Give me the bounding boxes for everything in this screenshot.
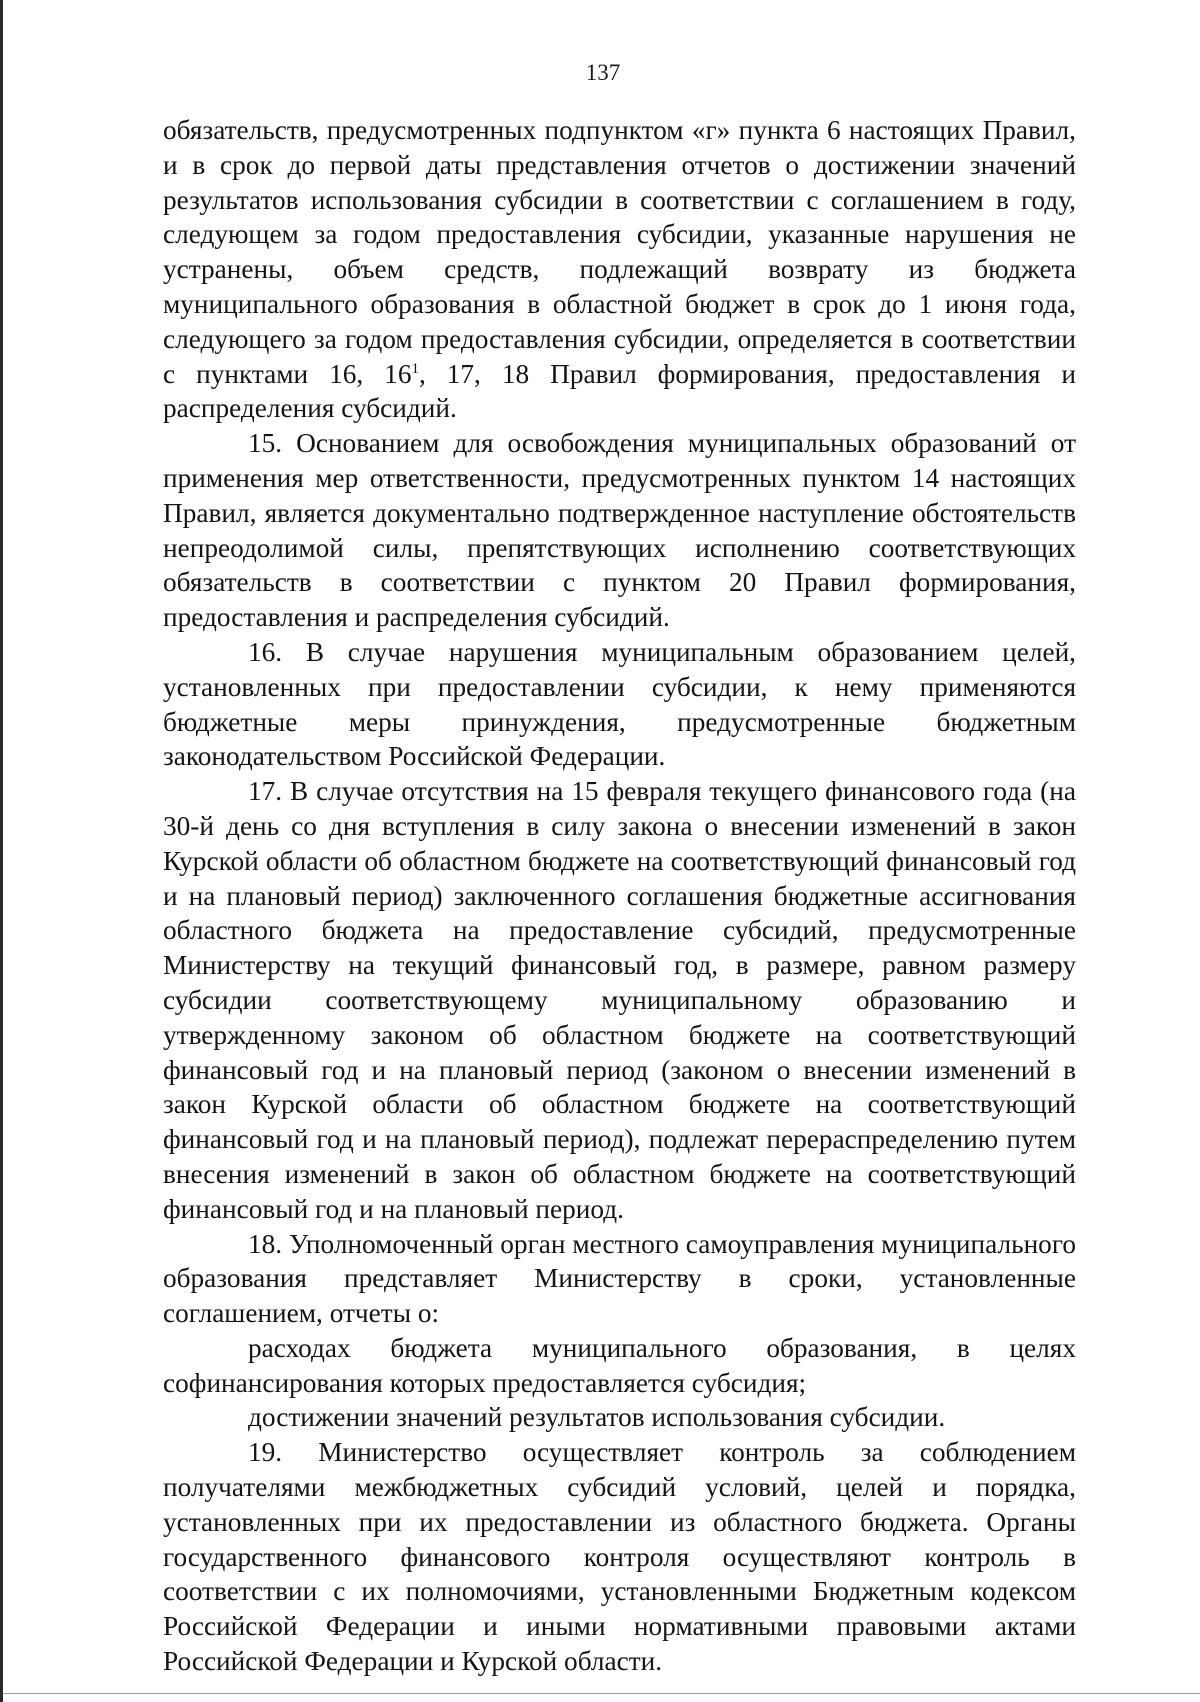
- superscript: 1: [411, 360, 419, 377]
- paragraph-text: обязательств, предусмотренных подпунктом «г» пункта 6 настоящих Правил, и в срок до первой даты представления отчетов о достижении значений результатов использования субсидии в соответствии с соглашением в году, следующем за годом предоставления субсидии, указанные нарушения не устранены, объем средств, подлежащий возврату из бюджета муниципального образования в областной бюджет в срок до 1 июня года, следующего за годом предоставления субсидии, определяется в соответствии с пунктами 16, 16: [163, 115, 1076, 389]
- page-number: 137: [585, 60, 621, 85]
- paragraph-17: 17. В случае отсутствия на 15 февраля текущего финансового года (на 30-й день со дня вступления в силу закона о внесении изменений в закон Курской области об областном бюджете на соответствующий финансовый год и на плановый период) заключенного соглашения бюджетные ассигнования областного бюджета на предоставление субсидий, предусмотренные Министерству на текущий финансовый год, в размере, равном размеру субсидии соответствующему муниципальному образованию и утвержденному законом об областном бюджете на соответствующий финансовый год и на плановый период (законом о внесении изменений в закон Курской области об областном бюджете на соответствующий финансовый год и на плановый период), подлежат перераспределению путем внесения изменений в закон об областном бюджете на соответствующий финансовый год и на плановый период.: [163, 776, 1076, 1224]
- paragraph-19: 19. Министерство осуществляет контроль за соблюдением получателями межбюджетных субсидий условий, целей и порядка, установленных при их предоставлении из областного бюджета. Органы государственного финансового контроля осуществляют контроль в соответствии с их полномочиями, установленными Бюджетным кодексом Российской Федерации и иными нормативными правовыми актами Российской Федерации и Курской области.: [163, 1437, 1076, 1677]
- list-item-results: достижении значений результатов использования субсидии.: [248, 1402, 946, 1433]
- paragraph-continuation: [163, 113, 1076, 426]
- paragraph-15: 15. Основанием для освобождения муниципальных образований от применения мер ответственности, предусмотренных пунктом 14 настоящих Правил, является документально подтвержденное наступление обстоятельств непреодолимой силы, препятствующих исполнению соответствующих обязательств в соответствии с пунктом 20 Правил формирования, предоставления и распределения субсидий.: [163, 428, 1076, 633]
- page-bottom-edge: [3, 1693, 1200, 1694]
- document-body: [163, 113, 1076, 1679]
- paragraph-18: 18. Уполномоченный орган местного самоуправления муниципального образования представляет Министерству в сроки, установленные соглашением, отчеты о:: [163, 1228, 1076, 1329]
- list-item-expenses: расходах бюджета муниципального образования, в целях софинансирования которых предоставляется субсидия;: [163, 1332, 1076, 1398]
- paragraph-16: 16. В случае нарушения муниципальным образованием целей, установленных при предоставлении субсидии, к нему применяются бюджетные меры принуждения, предусмотренные бюджетным законодательством Российской Федерации.: [163, 636, 1076, 772]
- paragraph-text: , 17, 18 Правил формирования, предоставления и распределения субсидий.: [163, 358, 1076, 424]
